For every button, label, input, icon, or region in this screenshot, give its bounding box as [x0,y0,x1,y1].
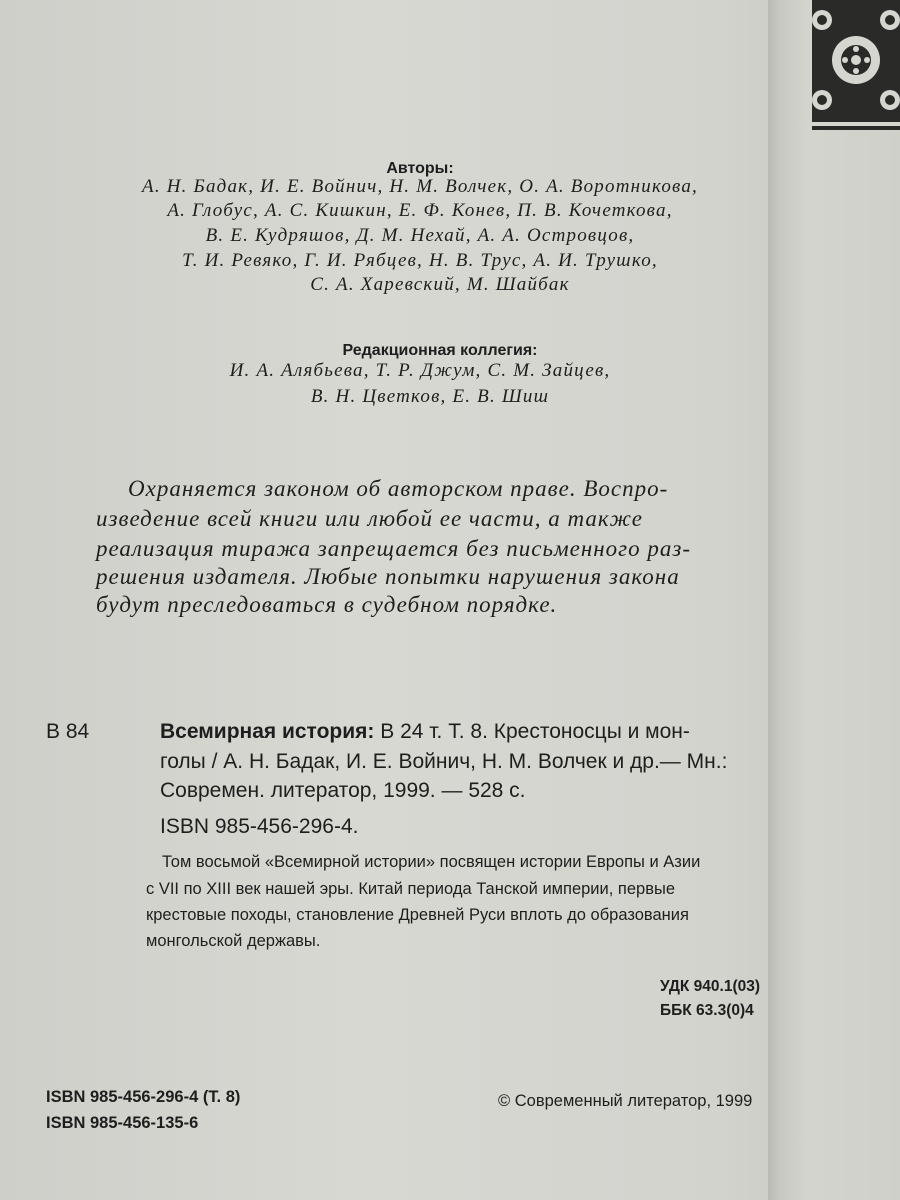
bibliographic-line-1 [160,720,690,744]
annotation-line: монгольской державы. [146,932,321,950]
editorial-line: В. Н. Цветков, Е. В. Шиш [310,386,550,407]
authors-line: А. Н. Бадак, И. Е. Войнич, Н. М. Волчек, О. А. Воротникова, [142,176,698,197]
bibliographic-line-2: голы / А. Н. Бадак, И. Е. Войнич, Н. М. Волчек и др.— Мн.: [160,750,728,773]
notice-line: решения издателя. Любые попытки нарушения закона [96,564,680,589]
isbn-volume: ISBN 985-456-296-4 (Т. 8) [46,1088,241,1106]
notice-line: реализация тиража запрещается без письменного раз- [96,536,692,561]
udk-code: УДК 940.1(03) [660,978,761,995]
classification-code: В 84 [46,720,90,743]
authors-line: В. Е. Кудряшов, Д. М. Нехай, А. А. Островцов, [205,225,635,246]
notice-line: изведение всей книги или любой ее части, а также [96,506,643,531]
publisher-copyright: © Современный литератор, 1999 [498,1092,753,1110]
notice-line: Охраняется законом об авторском праве. Воспро- [128,476,669,501]
editorial-heading: Редакционная коллегия: [342,342,538,359]
notice-line: будут преследоваться в судебном порядке. [96,592,558,617]
isbn-line: ISBN 985-456-296-4. [160,815,359,838]
annotation-line: Том восьмой «Всемирной истории» посвящен истории Европы и Азии [162,853,701,871]
authors-heading: Авторы: [386,160,454,177]
bibliographic-line-3: Современ. литератор, 1999. — 528 с. [160,779,526,802]
authors-line: Т. И. Ревяко, Г. И. Рябцев, Н. В. Трус, А. И. Трушко, [182,250,658,271]
annotation-line: с VII по XIII век нашей эры. Китай периода Танской империи, первые [146,880,675,898]
authors-line: С. А. Харевский, М. Шайбак [310,274,570,295]
book-title: Всемирная история: [160,720,375,743]
volume-info: В 24 т. Т. 8. Крестоносцы и мон- [374,720,690,743]
ornament-icon [812,0,900,130]
authors-line: А. Глобус, А. С. Кишкин, Е. Ф. Конев, П. В. Кочеткова, [167,200,673,221]
isbn-set: ISBN 985-456-135-6 [46,1114,199,1132]
bbk-code: ББК 63.3(0)4 [660,1002,754,1019]
annotation-line: крестовые походы, становление Древней Руси вплоть до образования [146,906,689,924]
editorial-line: И. А. Алябьева, Т. Р. Джум, С. М. Зайцев, [229,360,611,381]
